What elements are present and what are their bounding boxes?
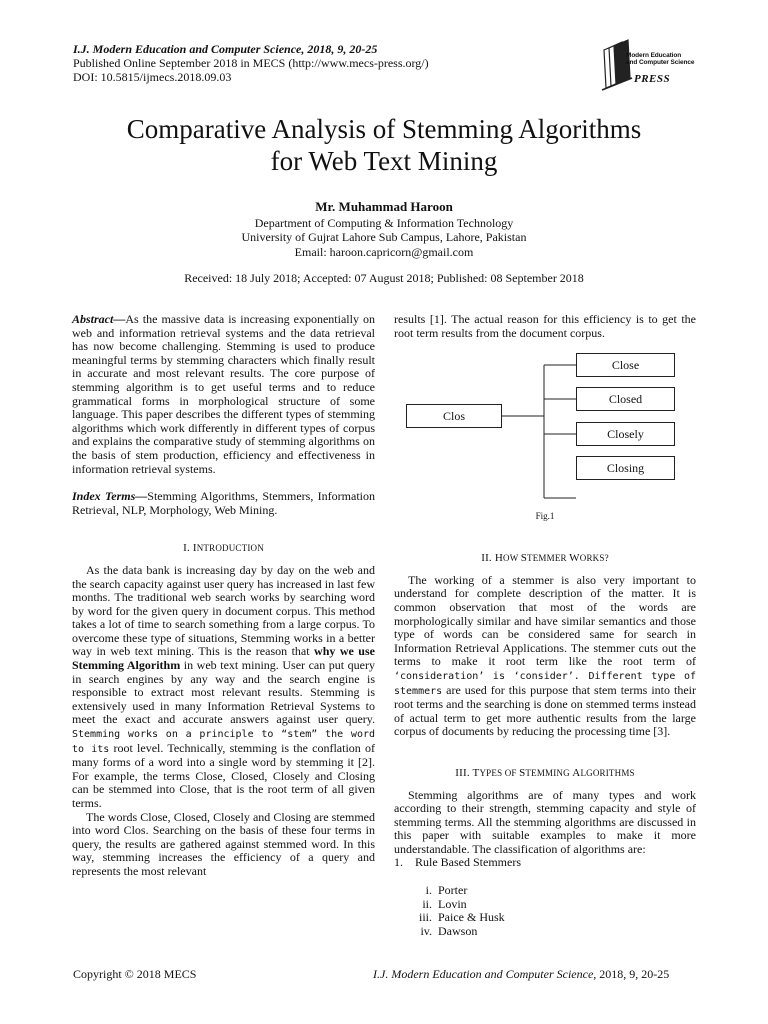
footer-journal xyxy=(373,967,669,982)
rule-based-stemmers-list xyxy=(416,884,696,938)
author-block xyxy=(0,200,768,259)
section2-p1-part-a: The working of a stemmer is also very important to understand for complete description of the matter. It is common observation that most of the words are morphologically similar and have similar semantics and those type of words can be considered same for search in Information Retrieval Applications. The stemmer cuts out the terms to make it root term like the root term of xyxy=(394,572,696,669)
right-column-continuation: results [1]. The actual reason for this efficiency is to get the root term results from the document corpus. xyxy=(394,312,696,340)
list-item xyxy=(416,925,696,939)
journal-issue: , 2018, 9, 20-25 xyxy=(301,42,378,56)
how-stemmer-works-paragraph xyxy=(394,574,696,739)
logo-press: PRESS xyxy=(634,73,671,85)
section3-letter-2: S xyxy=(519,766,526,779)
list-item xyxy=(416,911,696,925)
intro-paragraph-1 xyxy=(72,564,375,811)
mecs-press-logo xyxy=(598,36,703,96)
list-item-number: iv. xyxy=(420,923,432,938)
list-item-number: ii. xyxy=(422,896,432,911)
section3-rest-2: TEMMING xyxy=(525,767,573,778)
figure-box-close: Close xyxy=(576,353,675,377)
section-heading-introduction xyxy=(72,542,375,556)
figure-caption: Fig.1 xyxy=(535,511,555,522)
list-item-label: Porter xyxy=(438,883,468,898)
list-item-label: Lovin xyxy=(438,896,467,911)
section1-first-letter: I xyxy=(192,542,197,555)
logo-line-1: Modern Education xyxy=(626,52,682,59)
journal-header xyxy=(73,42,429,84)
section3-rest-3: LGORITHMS xyxy=(580,767,635,778)
types-paragraph: Stemming algorithms are of many types and work according to their strength, stemming capacity and style of stemming terms. All the stemming algorithms are discussed in this paper with suitable examples to make it more understandable. The classification of algorithms are: xyxy=(394,787,696,856)
footer-journal-name: I.J. Modern Education and Computer Science, xyxy=(373,967,597,981)
figure-box-closing: Closing xyxy=(576,456,675,480)
intro-p1-part-a: As the data bank is increasing day by day on the web and the search capacity against user query has increased in last few months. The traditional web search works by searching word by word for the given query in document corpus. This method takes a lot of time to search something from a large corpus. To overcome these type of situations, Stemming works in a better way in web text mining. This is the reason that xyxy=(72,562,375,659)
footer-copyright: Copyright © 2018 MECS xyxy=(73,967,197,981)
list-item-number: iii. xyxy=(418,910,432,925)
index-terms-text: Stemming Algorithms, Stemmers, Information Retrieval, NLP, Morphology, Web Mining. xyxy=(72,489,375,517)
figure-root-box: Clos xyxy=(406,404,502,428)
section3-numeral: III. xyxy=(455,766,473,779)
abstract-dash: — xyxy=(113,312,126,326)
index-terms-label-text: Index Terms xyxy=(72,489,136,504)
section2-p1-mono: ‘consideration’ is ‘consider’. Different type of stemmers xyxy=(394,670,696,697)
section-heading-types-of-stemming xyxy=(394,767,696,781)
index-terms-dash: — xyxy=(135,489,148,504)
list-item xyxy=(416,884,696,898)
left-column xyxy=(72,313,375,879)
section2-rest-2: TEMMER xyxy=(527,553,570,564)
doi-line: DOI: 10.5815/ijmecs.2018.09.03 xyxy=(73,70,232,84)
books-icon xyxy=(598,36,638,96)
figure-box-closely: Closely xyxy=(576,422,675,446)
logo-text xyxy=(626,52,694,66)
logo-line-2: and Computer Science xyxy=(626,59,695,66)
intro-p1-part-c: root level. Technically, stemming is the conflation of many forms of a word into a single word by stemming it [2]. For example, the terms Close, Closed, Closely and Closing can be stemmed into Close, that is the root term of all given terms. xyxy=(72,740,375,810)
section3-rest-1: YPES OF xyxy=(479,767,520,778)
section2-letter-3: W xyxy=(569,552,580,565)
intro-p1-part-b: in web text mining. User can put query in search engines by any way and the search engine is responsible to extract most relevant results. Stemming is extensively used in many Information Retrieval Systems to meet the exact and accurate answers against user query. xyxy=(72,658,375,727)
right-column xyxy=(394,313,696,938)
abstract-label-text: Abstract xyxy=(72,312,114,326)
figure-box-closed: Closed xyxy=(576,387,675,411)
author-email: Email: haroon.capricorn@gmail.com xyxy=(294,244,474,259)
section2-p1-part-b: are used for this purpose that stem terms into their root terms and the searching is done on stemmed terms instead of actual term to get more authentic results from the large corpus of documents by reducing the processing time [3]. xyxy=(394,682,696,739)
list-item xyxy=(416,898,696,912)
publication-dates: Received: 18 July 2018; Accepted: 07 August 2018; Published: 08 September 2018 xyxy=(184,271,584,285)
section2-rest-3: ORKS? xyxy=(579,553,609,564)
section3-letter-1: T xyxy=(472,766,480,779)
abstract xyxy=(72,313,375,476)
section1-numeral: I. xyxy=(183,542,193,555)
journal-name: I.J. Modern Education and Computer Science xyxy=(73,42,302,56)
section2-letter-1: H xyxy=(494,552,503,565)
section2-numeral: II. xyxy=(481,552,495,565)
section2-rest-1: OW xyxy=(503,553,521,564)
published-line: Published Online September 2018 in MECS (http://www.mecs-press.org/) xyxy=(73,56,429,70)
section3-letter-3: A xyxy=(572,766,581,779)
section1-rest: NTRODUCTION xyxy=(196,543,264,554)
list-item-label: Dawson xyxy=(438,923,478,938)
index-terms-label xyxy=(72,489,147,503)
journal-citation xyxy=(73,42,429,56)
list-item-rule-based-stemmers: 1. Rule Based Stemmers xyxy=(394,855,521,870)
abstract-label xyxy=(72,312,125,326)
abstract-text: As the massive data is increasing exponentially on web and information retrieval systems and the data retrieval has now become challenging. Stemming is used to produce meaningful terms by stemming characters which finally result in accurate and most relevant results. The core purpose of stemming algorithm is to get useful terms and to reduce grammatical forms in morphological structure of some language. This paper describes the different types of stemming algorithms which work differently in different types of corpus and explains the comparative study of stemming algorithms on the basis of stem production, efficiency and effectiveness in information retrieval systems. xyxy=(72,312,375,476)
section-heading-how-stemmer-works xyxy=(394,552,696,566)
intro-p1-mono: Stemming works on a principle to “stem” the word to its xyxy=(72,729,375,755)
intro-p1-bold: why we use Stemming Algorithm xyxy=(72,644,375,673)
list-item-number: i. xyxy=(425,883,432,898)
list-item-label: Paice & Husk xyxy=(438,910,505,925)
title-line-2: for Web Text Mining xyxy=(270,146,498,176)
stemming-figure xyxy=(394,352,696,522)
author-name: Mr. Muhammad Haroon xyxy=(315,199,453,214)
author-university: University of Gujrat Lahore Sub Campus, Lahore, Pakistan xyxy=(241,230,527,244)
author-department: Department of Computing & Information Technology xyxy=(254,215,514,230)
section2-letter-2: S xyxy=(520,552,528,565)
title-line-1: Comparative Analysis of Stemming Algorithms xyxy=(126,114,642,144)
footer-journal-issue: 2018, 9, 20-25 xyxy=(596,967,670,981)
paper-title xyxy=(60,113,708,177)
index-terms xyxy=(72,490,375,517)
intro-paragraph-2: The words Close, Closed, Closely and Closing are stemmed into word Clos. Searching on the basis of these four terms in query, the results are gathered against stemmed word. In this way, stemming increases the efficiency of a query and represents the most relevant xyxy=(72,809,375,878)
